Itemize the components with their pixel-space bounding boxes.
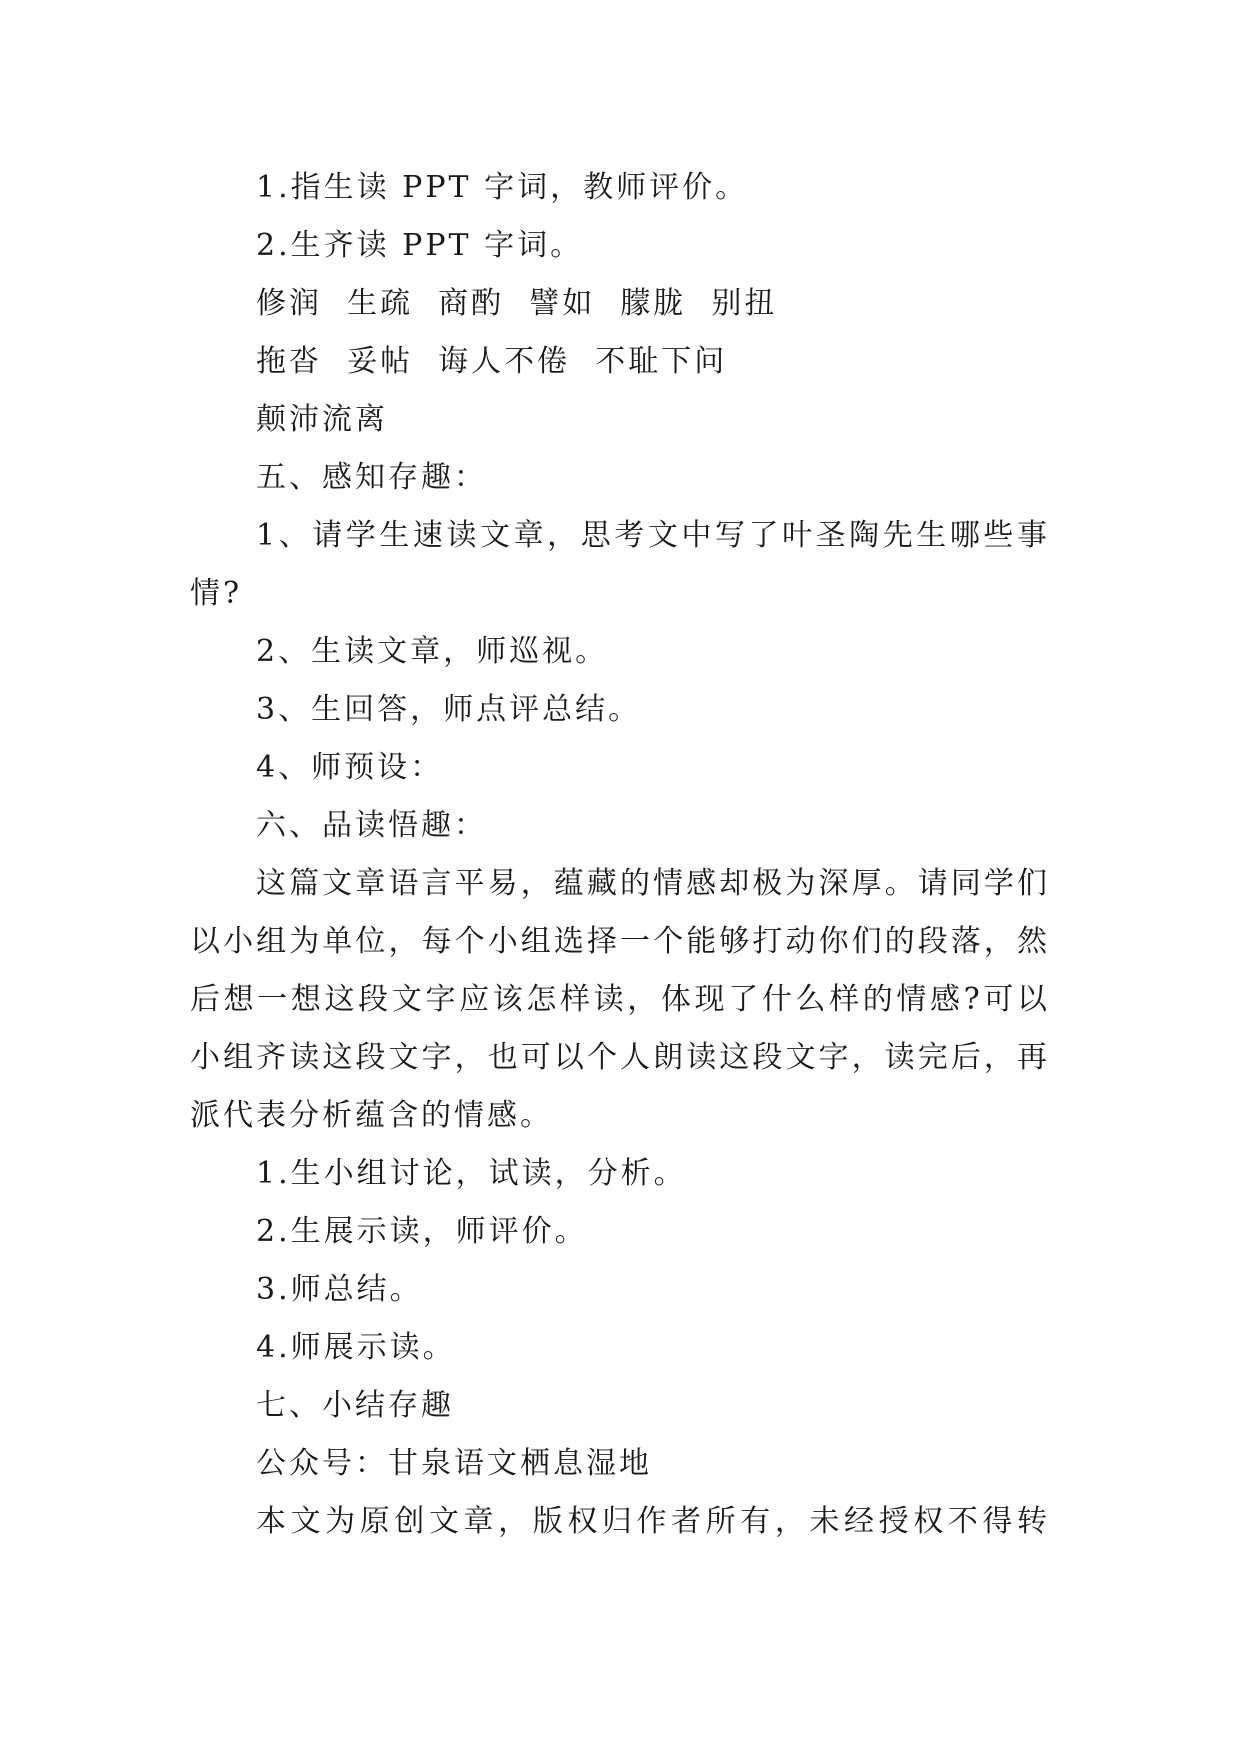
text-line: 拖沓 妥帖 诲人不倦 不耻下问 [256, 344, 728, 379]
text-line: 这篇文章语言平易，蕴藏的情感却极为深厚。请同学们 [256, 866, 1050, 901]
text-line: 2.生齐读 PPT 字词。 [256, 228, 584, 263]
section-heading: 六、品读悟趣： [256, 808, 487, 843]
text-line: 公众号：甘泉语文栖息湿地 [256, 1446, 652, 1481]
text-line: 4、师预设： [256, 750, 444, 785]
text-line: 后想一想这段文字应该怎样读，体现了什么样的情感?可以 [190, 982, 1050, 1017]
text-line: 以小组为单位，每个小组选择一个能够打动你们的段落，然 [190, 924, 1050, 959]
section-heading: 七、小结存趣 [256, 1388, 454, 1423]
text-line: 颠沛流离 [256, 402, 388, 437]
text-line: 小组齐读这段文字，也可以个人朗读这段文字，读完后，再 [190, 1040, 1050, 1075]
text-line: 4.师展示读。 [256, 1330, 456, 1365]
text-line: 1.生小组讨论，试读，分析。 [256, 1156, 687, 1191]
text-line: 3、生回答，师点评总结。 [256, 692, 642, 727]
section-heading: 五、感知存趣： [256, 460, 487, 495]
text-line: 修润 生疏 商酌 譬如 朦胧 别扭 [256, 286, 778, 321]
text-line: 情? [190, 576, 243, 611]
text-line: 2、生读文章，师巡视。 [256, 634, 609, 669]
text-line: 2.生展示读，师评价。 [256, 1214, 588, 1249]
text-line: 1、请学生速读文章，思考文中写了叶圣陶先生哪些事 [256, 518, 1050, 553]
text-line: 本文为原创文章，版权归作者所有，未经授权不得转 [256, 1504, 1050, 1539]
text-line: 3.师总结。 [256, 1272, 423, 1307]
text-line: 派代表分析蕴含的情感。 [190, 1098, 553, 1133]
text-line: 1.指生读 PPT 字词，教师评价。 [256, 170, 749, 205]
